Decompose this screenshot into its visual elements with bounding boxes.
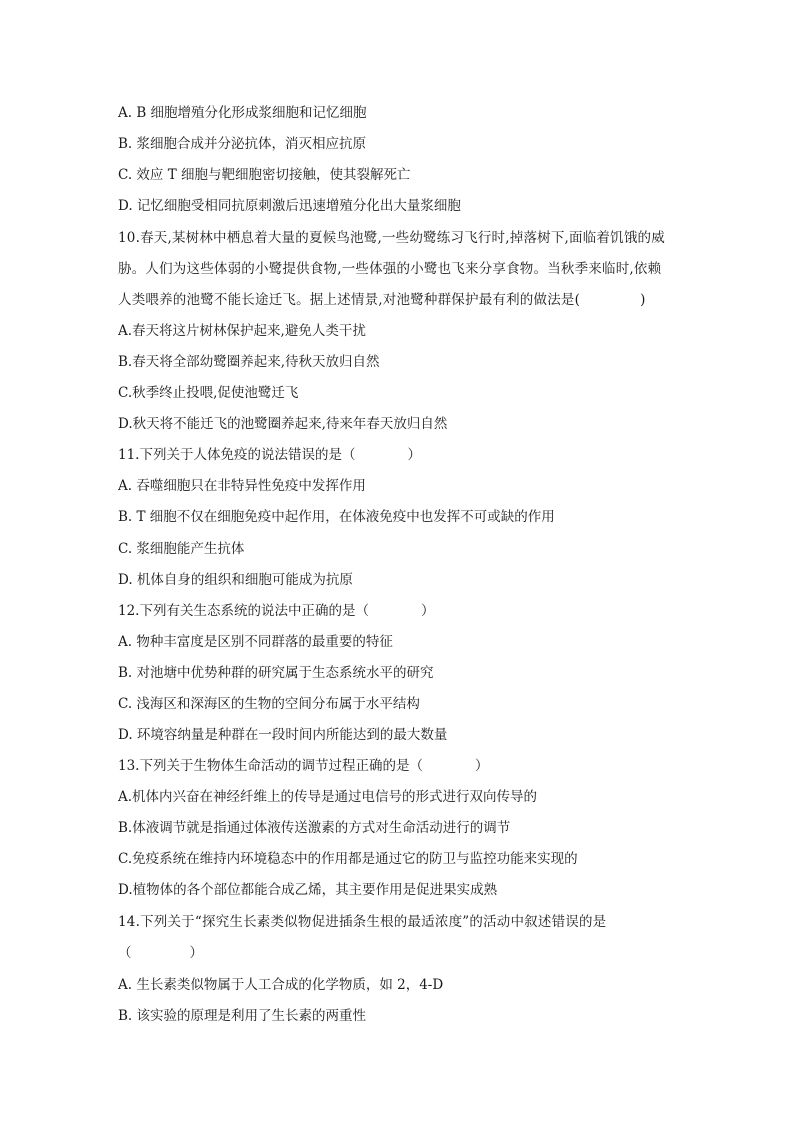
q10-option-d: D.秋天将不能迁飞的池鹭圈养起来,待来年春天放归自然 — [118, 416, 448, 432]
q9-option-c: C. 效应 T 细胞与靶细胞密切接触，使其裂解死亡 — [118, 167, 411, 183]
q13-option-a: A.机体内兴奋在神经纤维上的传导是通过电信号的形式进行双向传导的 — [118, 789, 538, 805]
q11-stem-close: ） — [407, 447, 421, 463]
q14-stem-line-1: 14.下列关于“探究生长素类似物促进插条生根的最适浓度”的活动中叙述错误的是 — [118, 914, 607, 930]
q11-option-b: B. T 细胞不仅在细胞免疫中起作用，在体液免疫中也发挥不可或缺的作用 — [118, 509, 555, 525]
q13-option-c: C.免疫系统在维持内环境稳态中的作用都是通过它的防卫与监控功能来实现的 — [118, 851, 578, 867]
q13-stem-text: 13.下列关于生物体生命活动的调节过程正确的是（ — [118, 758, 423, 774]
q11-option-a: A. 吞噬细胞只在非特异性免疫中发挥作用 — [118, 478, 366, 494]
q9-option-a: A. B 细胞增殖分化形成浆细胞和记忆细胞 — [118, 105, 367, 121]
q13-stem-close: ） — [474, 758, 489, 774]
q9-option-b: B. 浆细胞合成并分泌抗体，消灭相应抗原 — [118, 136, 367, 152]
q12-stem-close: ） — [420, 603, 435, 619]
q12-option-a: A. 物种丰富度是区别不同群落的最重要的特征 — [118, 634, 393, 650]
q10-stem-line-2: 胁。人们为这些体弱的小鹭提供食物,一些体强的小鹭也飞来分享食物。当秋季来临时,依赖 — [118, 261, 662, 277]
q10-option-a: A.春天将这片树林保护起来,避免人类干扰 — [118, 323, 366, 339]
q10-stem-text: 人类喂养的池鹭不能长途迁飞。据上述情景,对池鹭种群保护最有利的做法是( — [118, 292, 581, 308]
q11-stem-text: 11.下列关于人体免疫的说法错误的是（ — [118, 447, 356, 463]
q9-option-d: D. 记忆细胞受相同抗原刺激后迅速增殖分化出大量浆细胞 — [118, 198, 461, 214]
q12-option-b: B. 对池塘中优势种群的研究属于生态系统水平的研究 — [118, 665, 434, 681]
q11-stem — [118, 446, 678, 464]
q10-option-c: C.秋季终止投喂,促使池鹭迁飞 — [118, 385, 299, 401]
q10-option-b: B.春天将全部幼鹭圈养起来,待秋天放归自然 — [118, 354, 380, 370]
q10-stem-close: ) — [640, 292, 646, 308]
q14-option-a: A. 生长素类似物属于人工合成的化学物质，如 2，4-D — [118, 977, 444, 993]
q10-stem-line-3 — [118, 291, 678, 309]
q14-stem-close: ） — [189, 945, 203, 961]
q13-stem — [118, 757, 678, 775]
q14-option-b: B. 该实验的原理是利用了生长素的两重性 — [118, 1008, 367, 1024]
q11-option-c: C. 浆细胞能产生抗体 — [118, 541, 245, 557]
q11-option-d: D. 机体自身的组织和细胞可能成为抗原 — [118, 572, 353, 588]
q14-stem-line-2 — [118, 944, 678, 962]
q12-stem-text: 12.下列有关生态系统的说法中正确的是（ — [118, 603, 369, 619]
q12-stem — [118, 602, 678, 620]
q12-option-d: D. 环境容纳量是种群在一段时间内所能达到的最大数量 — [118, 727, 448, 743]
q14-stem-open: （ — [118, 945, 132, 961]
q12-option-c: C. 浅海区和深海区的生物的空间分布属于水平结构 — [118, 696, 420, 712]
q10-stem-line-1: 10.春天,某树林中栖息着大量的夏候鸟池鹭,一些幼鹭练习飞行时,掉落树下,面临着饥饿的威 — [118, 230, 665, 246]
q13-option-b: B.体液调节就是指通过体液传送激素的方式对生命活动进行的调节 — [118, 820, 511, 836]
q13-option-d: D.植物体的各个部位都能合成乙烯，其主要作用是促进果实成熟 — [118, 882, 498, 898]
